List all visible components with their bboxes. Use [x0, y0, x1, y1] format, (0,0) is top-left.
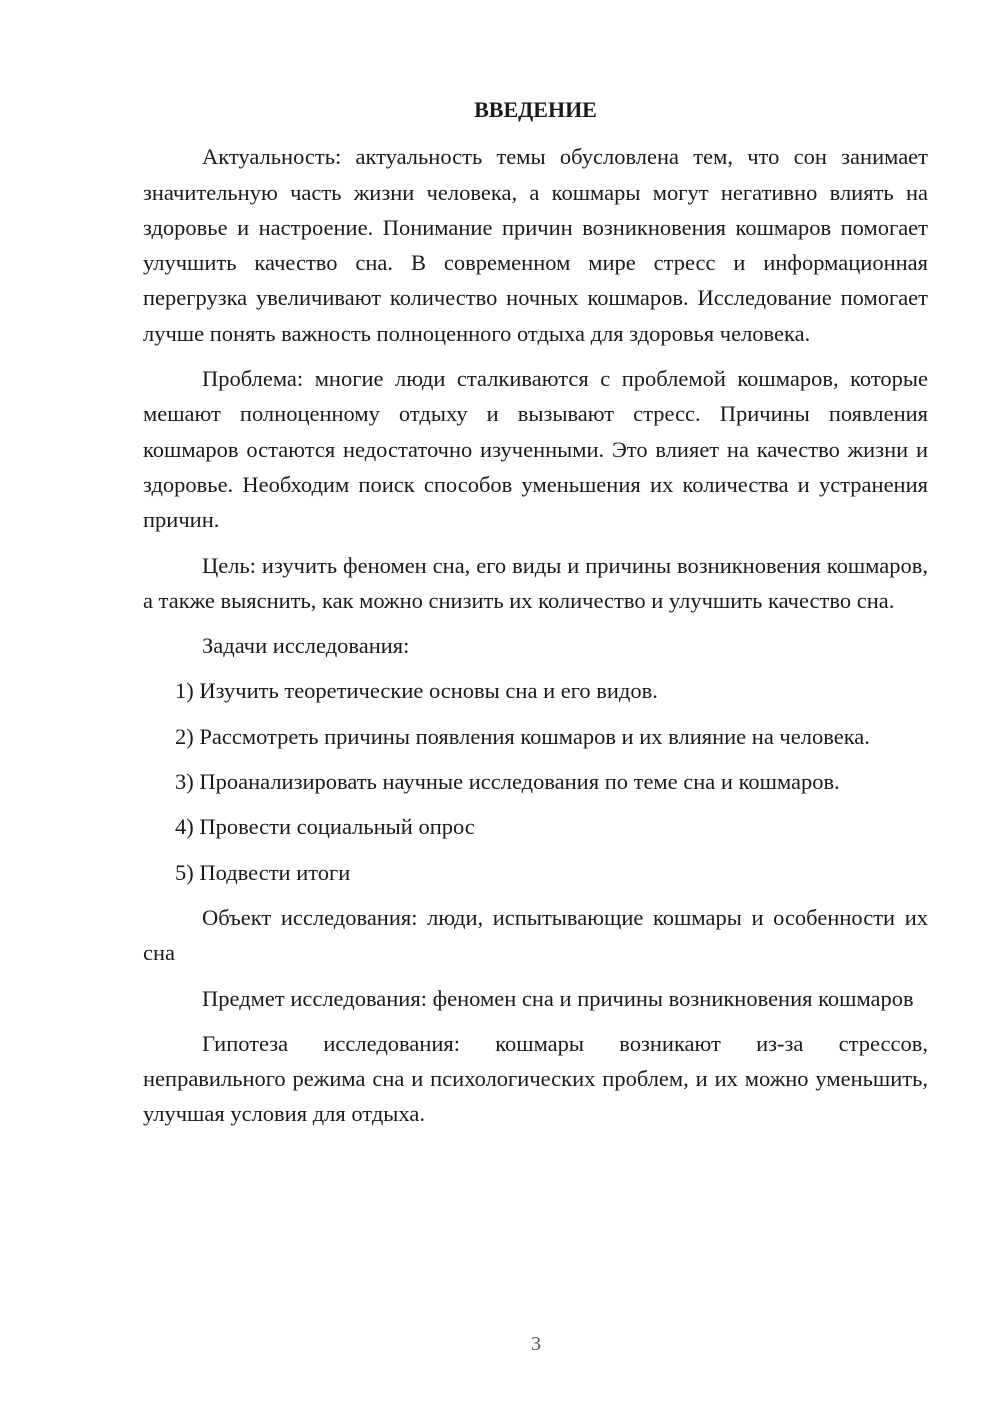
- task-item-4: 4) Провести социальный опрос: [175, 814, 475, 840]
- task-item-1: 1) Изучить теоретические основы сна и его видов.: [175, 678, 658, 704]
- paragraph-subject: Предмет исследования: феномен сна и причины возникновения кошмаров: [202, 985, 914, 1011]
- paragraph-hypothesis: Гипотеза исследования: кошмары возникают из-за стрессов, неправильного режима сна и психологических проблем, и их можно уменьшить, улучшая условия для отдыха.: [143, 1030, 928, 1127]
- tasks-heading: Задачи исследования:: [202, 633, 410, 659]
- document-title: ВВЕДЕНИЕ: [474, 97, 597, 122]
- paragraph-object: Объект исследования: люди, испытывающие кошмары и особенности их сна: [143, 904, 928, 966]
- paragraph-goal: Цель: изучить феномен сна, его виды и причины возникновения кошмаров, а также выяснить, как можно снизить их количество и улучшить качество сна.: [143, 552, 928, 613]
- task-item-5: 5) Подвести итоги: [175, 859, 351, 885]
- paragraph-relevance: Актуальность: актуальность темы обусловлена тем, что сон занимает значительную часть жизни человека, а кошмары могут негативно влиять на здоровье и настроение. Понимание причин возникновения кошмаров помогает улучшить качество сна. В современном мире стресс и информационная перегрузка увеличивают количество ночных кошмаров. Исследование помогает лучше понять важность полноценного отдыха для здоровья человека.: [143, 144, 928, 346]
- paragraph-problem: Проблема: многие люди сталкиваются с проблемой кошмаров, которые мешают полноценному отдыху и вызывают стресс. Причины появления кошмаров остаются недостаточно изученными. Это влияет на качество жизни и здоровье. Необходим поиск способов уменьшения их количества и устранения причин.: [143, 366, 928, 533]
- task-item-2: 2) Рассмотреть причины появления кошмаров и их влияние на человека.: [175, 723, 870, 749]
- task-item-3: 3) Проанализировать научные исследования по теме сна и кошмаров.: [175, 769, 840, 795]
- document-page: [143, 92, 928, 1142]
- page-number: 3: [531, 1333, 541, 1355]
